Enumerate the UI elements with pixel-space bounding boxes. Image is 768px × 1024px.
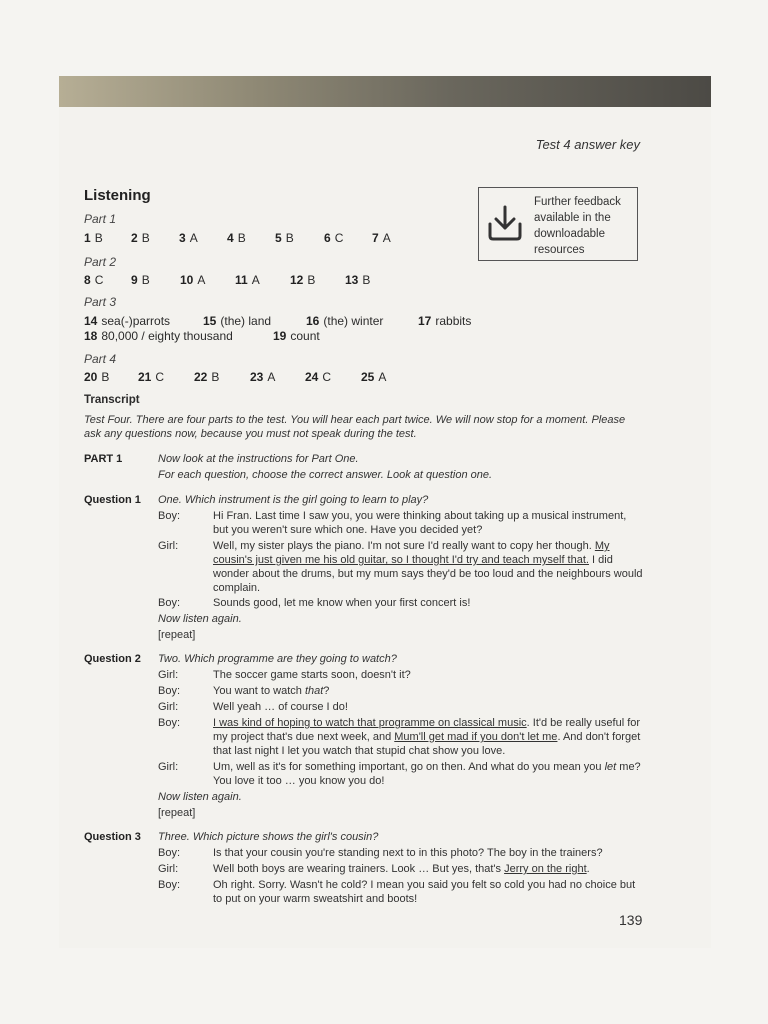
speaker-label: Boy: <box>158 717 181 729</box>
repeat-marker: [repeat] <box>158 807 196 819</box>
answer-item: 10 A <box>180 273 206 287</box>
speech-text: Is that your cousin you're standing next to in this photo? The boy in the trainers? <box>213 847 603 859</box>
feedback-box <box>478 187 638 261</box>
answer-item: 24 C <box>305 370 332 384</box>
speech-text: Well yeah … of course I do! <box>213 701 348 713</box>
answer-item: 4 B <box>227 231 246 245</box>
speech-text: Well, my sister plays the piano. I'm not sure I'd really want to copy her though. My cousin's just given me his old guitar, so I thought I'd try and teach myself that. I did wonder about the drums, but my mum says they'd be too loud and the neighbours would complain. <box>213 540 643 594</box>
feedback-text: Further feedback available in the downloadable resources <box>534 196 621 256</box>
speech-text: I was kind of hoping to watch that programme on classical music. It'd be really useful for my project that's due next week, and Mum'll get mad if you don't let me. And don't forget that last night I let you watch that stupid chat show you love. <box>213 717 641 757</box>
speaker-label: Girl: <box>158 761 179 773</box>
answer-item: 9 B <box>131 273 150 287</box>
speaker-label: Girl: <box>158 669 179 681</box>
speaker-label: Boy: <box>158 510 181 522</box>
speaker-label: Boy: <box>158 685 181 697</box>
speech-text: Um, well as it's for something important, go on then. And what do you mean you let me? You love it too … you know you do! <box>213 761 641 787</box>
speech-text: You want to watch that? <box>213 685 330 697</box>
question-prompt: Three. Which picture shows the girl's cousin? <box>158 831 379 843</box>
part-3-label: Part 3 <box>84 295 117 309</box>
answer-item: 15 (the) land <box>203 314 272 328</box>
speaker-label: Girl: <box>158 701 179 713</box>
speech-text: Sounds good, let me know when your first concert is! <box>213 597 471 609</box>
running-head: Test 4 answer key <box>535 137 640 152</box>
download-icon <box>485 204 525 242</box>
answer-item: 18 80,000 / eighty thousand <box>84 329 233 343</box>
answer-item: 14 sea(-)parrots <box>84 314 171 328</box>
answer-item: 23 A <box>250 370 276 384</box>
answer-item: 11 A <box>235 273 260 287</box>
part-2-label: Part 2 <box>84 255 117 269</box>
part-4-label: Part 4 <box>84 352 117 366</box>
question-1-label: Question 1 <box>84 494 141 506</box>
question-1-block <box>84 493 644 643</box>
answer-item: 8 C <box>84 273 104 287</box>
speaker-label: Boy: <box>158 847 181 859</box>
answer-item: 25 A <box>361 370 387 384</box>
speaker-label: Boy: <box>158 597 181 609</box>
answer-item: 16 (the) winter <box>306 314 384 328</box>
part-1-label: Part 1 <box>84 212 117 226</box>
page-number: 139 <box>619 912 643 928</box>
answer-item: 2 B <box>131 231 150 245</box>
speech-text: The soccer game starts soon, doesn't it? <box>213 669 411 681</box>
speaker-label: Girl: <box>158 863 179 875</box>
question-2-block <box>84 652 644 822</box>
speaker-label: Girl: <box>158 540 179 552</box>
part-1-heading: PART 1 <box>84 453 123 465</box>
speech-text: Oh right. Sorry. Wasn't he cold? I mean you said you felt so cold you had no choice but to put on your warm sweatshirt and boots! <box>213 879 636 905</box>
section-title: Listening <box>84 187 151 204</box>
answer-item: 17 rabbits <box>418 314 472 328</box>
part-1-block <box>84 452 644 484</box>
answer-item: 6 C <box>324 231 344 245</box>
speaker-label: Boy: <box>158 879 181 891</box>
question-prompt: Two. Which programme are they going to watch? <box>158 653 397 665</box>
answer-item: 13 B <box>345 273 371 287</box>
answer-item: 21 C <box>138 370 165 384</box>
instruction-line: Now look at the instructions for Part One. <box>158 453 359 465</box>
question-3-block <box>84 830 644 910</box>
listen-again: Now listen again. <box>158 791 242 803</box>
header-bar <box>59 76 711 107</box>
answer-item: 12 B <box>290 273 316 287</box>
transcript-heading: Transcript <box>84 394 140 406</box>
answer-item: 1 B <box>84 231 103 245</box>
question-prompt: One. Which instrument is the girl going to learn to play? <box>158 494 429 506</box>
answer-item: 20 B <box>84 370 110 384</box>
answer-item: 5 B <box>275 231 294 245</box>
question-2-label: Question 2 <box>84 653 141 665</box>
answer-item: 22 B <box>194 370 220 384</box>
instruction-line: For each question, choose the correct answer. Look at question one. <box>158 469 493 481</box>
question-3-label: Question 3 <box>84 831 141 843</box>
listen-again: Now listen again. <box>158 613 242 625</box>
answer-item: 3 A <box>179 231 198 245</box>
answer-item: 19 count <box>273 329 320 343</box>
speech-text: Hi Fran. Last time I saw you, you were thinking about taking up a musical instrument, but you weren't sure which one. Have you decided yet? <box>213 510 627 536</box>
transcript-intro: Test Four. There are four parts to the test. You will hear each part twice. We will now stop for a moment. Please ask any questions now, because you must not speak during the test. <box>84 414 626 440</box>
repeat-marker: [repeat] <box>158 629 196 641</box>
speech-text: Well both boys are wearing trainers. Look … But yes, that's Jerry on the right. <box>213 863 590 875</box>
answer-item: 7 A <box>372 231 391 245</box>
